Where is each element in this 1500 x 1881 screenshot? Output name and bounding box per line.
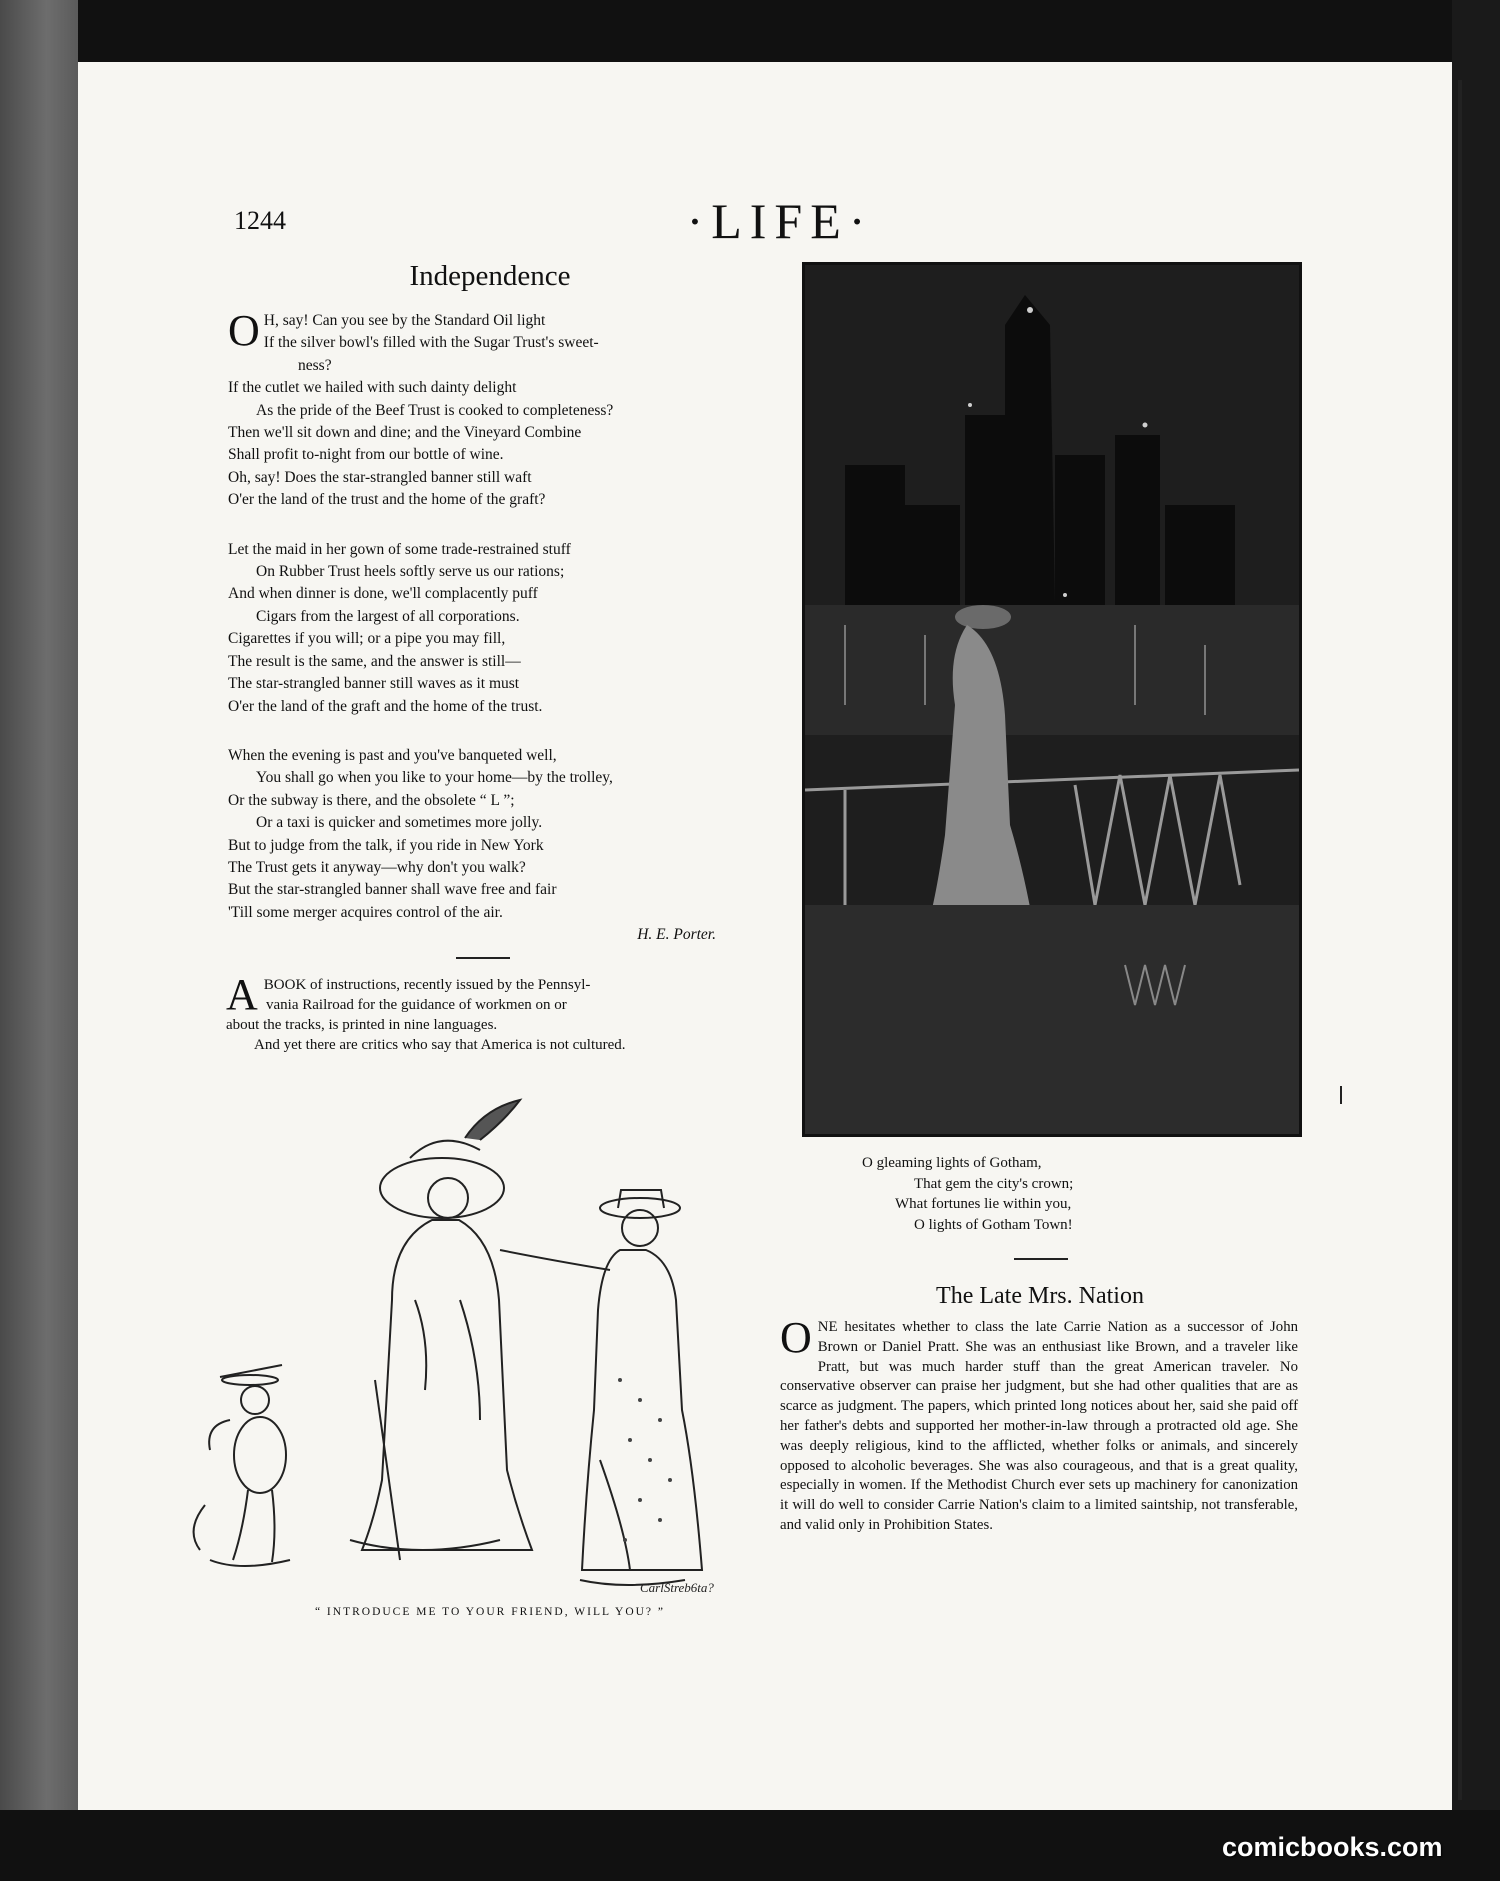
poem-line: Or a taxi is quicker and sometimes more jolly. — [256, 814, 543, 832]
blurb-line: BOOK of instructions, recently issued by the Pennsyl- — [263, 977, 591, 993]
poem-line: Shall profit to-night from our bottle of wine. — [228, 446, 504, 464]
poem-stanza-2 — [228, 539, 748, 718]
poem-line: ness? — [298, 356, 332, 374]
poem-line: The star-strangled banner still waves as it must — [228, 675, 520, 693]
poem-line: H, say! Can you see by the Standard Oil light — [263, 312, 546, 329]
poem-line: And when dinner is done, we'll complacently puff — [228, 585, 538, 603]
masthead: ·LIFE· — [686, 193, 874, 249]
facing-page-edge — [1458, 80, 1462, 1800]
poem-line: If the cutlet we hailed with such dainty delight — [228, 379, 517, 397]
cartoon-illustration — [170, 1080, 770, 1600]
poem-dropcap: O — [228, 306, 260, 355]
poem-line: The result is the same, and the answer is still— — [228, 652, 521, 670]
poem-line: On Rubber Trust heels softly serve us our rations; — [256, 563, 565, 581]
caption-line: What fortunes lie within you, — [895, 1196, 1072, 1212]
poem-stanza-3 — [228, 745, 748, 924]
woman-in-hat-figure — [350, 1100, 532, 1560]
poem-line: But the star-strangled banner shall wave free and fair — [228, 881, 557, 899]
poem-line: The Trust gets it anyway—why don't you walk? — [228, 858, 526, 876]
poem-line: O'er the land of the graft and the home of the trust. — [228, 697, 543, 715]
poem-line: Or the subway is there, and the obsolete “ L ”; — [228, 791, 515, 809]
scan-mark — [1340, 1086, 1342, 1104]
article-dropcap: O — [780, 1313, 812, 1362]
poem-stanza-1 — [228, 306, 748, 512]
poem-line: Let the maid in her gown of some trade-restrained stuff — [228, 540, 571, 558]
poem-title: Independence — [409, 260, 571, 292]
blurb-paragraph-2: And yet there are critics who say that America is not cultured. — [254, 1037, 626, 1053]
poem-body — [228, 306, 748, 947]
article-text: hesitates whether to class the late Carrie Nation as a successor of John Brown or Daniel Pratt. She was an enthusiast like Brown, and a traveler like Pratt, but was much harder stuff than the great American traveler. No conservative observer can praise her judgment, but she had other qualities that are as scarce as judgment. The papers, which printed long notices about her, said she paid off her father's debts and supported her mother-in-law through a protracted old age. She was deeply religious, kind to the afflicted, whether folks or animals, and sincerely opposed to alcoholic beverages. She was also courageous, and that is a great quality, especially in women. If the Methodist Church ever sets up machinery for canonization it will do well to consider Carrie Nation's claim to a limited saintship, not transferable, and valid only in Prohibition States. — [780, 1319, 1299, 1533]
poem-line: You shall go when you like to your home—by the trolley, — [256, 769, 613, 787]
caption-line: O gleaming lights of Gotham, — [862, 1155, 1042, 1171]
cartoon-caption: “ INTRODUCE ME TO YOUR FRIEND, WILL YOU? ” — [314, 1606, 666, 1618]
page-number: 1244 — [234, 206, 286, 235]
railroad-blurb — [226, 970, 746, 1055]
article-body — [780, 1313, 1299, 1536]
night-city-illustration — [802, 262, 1302, 1137]
poem-line: Then we'll sit down and dine; and the Vineyard Combine — [228, 424, 582, 442]
illustration-caption — [862, 1153, 1242, 1235]
scan-top-border — [0, 0, 1500, 62]
blurb-dropcap: A — [226, 970, 258, 1019]
poem-line: 'Till some merger acquires control of the air. — [228, 903, 503, 921]
man-in-boater-figure — [500, 1190, 702, 1585]
article-title: The Late Mrs. Nation — [936, 1283, 1144, 1309]
blurb-line: vania Railroad for the guidance of workmen on or — [266, 997, 567, 1013]
poem-line: But to judge from the talk, if you ride in New York — [228, 836, 544, 854]
site-watermark: comicbooks.com — [1222, 1832, 1443, 1862]
poem-line: Oh, say! Does the star-strangled banner still waft — [228, 468, 532, 486]
blurb-line: about the tracks, is printed in nine languages. — [226, 1017, 498, 1033]
poem-line: As the pride of the Beef Trust is cooked to completeness? — [256, 401, 614, 419]
section-divider — [456, 957, 510, 959]
poem-line: Cigarettes if you will; or a pipe you may fill, — [228, 630, 506, 648]
poem-line: O'er the land of the trust and the home of the graft? — [228, 491, 546, 509]
section-divider — [1014, 1258, 1068, 1260]
article-lead: NE — [817, 1319, 838, 1335]
cupid-figure — [194, 1365, 290, 1566]
poem-line: Cigars from the largest of all corporations. — [256, 607, 520, 625]
caption-line: O lights of Gotham Town! — [914, 1216, 1073, 1233]
artist-signature: CarlStreb6ta? — [640, 1580, 714, 1595]
poem-author: H. E. Porter. — [637, 926, 716, 944]
scan-left-border — [0, 0, 78, 1881]
poem-line: If the silver bowl's filled with the Sugar Trust's sweet- — [263, 334, 599, 352]
night-city-scene — [805, 265, 1299, 1134]
poem-line: When the evening is past and you've banqueted well, — [228, 746, 557, 764]
caption-line: That gem the city's crown; — [914, 1175, 1074, 1192]
